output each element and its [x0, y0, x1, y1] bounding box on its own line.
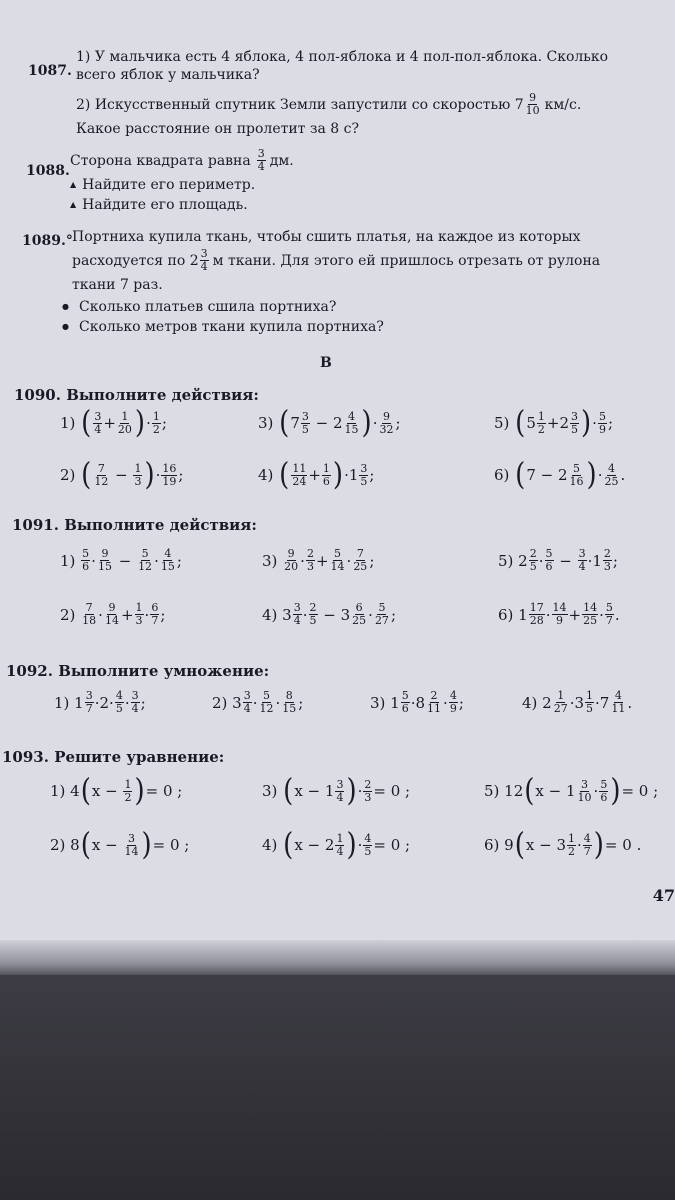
problem-1090-item-6: 6) ( 7 − 2 $\frac{5}{16}$ ) · $\frac{4}{25}$ . — [494, 457, 626, 493]
problem-1087-line-1: 1) У мальчика есть 4 яблока, 4 пол-яблока и 4 пол-пол-яблока. Сколько — [76, 49, 609, 65]
problem-1090-item-5: 5) ( 5 $\frac{1}{2}$ +2 $\frac{3}{5}$ ) · $\frac{5}{9}$ ; — [494, 405, 613, 441]
problem-1088-line-1 — [70, 148, 297, 173]
problem-1089-question-1: ● Сколько платьев сшила портниха? — [62, 298, 336, 316]
problem-1093-item-6: 6) 9 ( x − 3 $\frac{1}{2}$ · $\frac{4}{7}$ ) = 0 . — [484, 827, 642, 863]
problem-1089-line-1: Портниха купила ткань, чтобы сшить платья, на каждое из которых — [72, 229, 581, 245]
problem-1093-instruction: Решите уравнение: — [54, 748, 225, 766]
problem-1090-instruction: Выполните действия: — [66, 386, 259, 404]
problem-1093-item-1: 1) 4 ( x − $\frac{1}{2}$ ) = 0 ; — [50, 773, 183, 809]
problem-1092-item-3: 3) 1 $\frac{5}{6}$ ·8 $\frac{2}{11}$ · $\frac{4}{9}$ ; — [370, 689, 464, 715]
problem-1087-line-2: всего яблок у мальчика? — [76, 67, 260, 83]
problem-1091-title — [12, 516, 257, 534]
problem-1093-item-2: 2) 8 ( x − $\frac{3}{14}$ ) = 0 ; — [50, 827, 190, 863]
problem-1087-line-3 — [76, 92, 584, 117]
problem-1087-line-4: Какое расстояние он пролетит за 8 с? — [76, 121, 360, 137]
problem-1089-line-2 — [72, 248, 603, 273]
problem-1090-number: 1090. — [14, 386, 61, 404]
problem-1091-item-5: 5) 2 $\frac{2}{5}$ · $\frac{5}{6}$ − $\frac{3}{4}$ ·1 $\frac{2}{3}$ ; — [498, 547, 618, 573]
fraction: $\frac{3}{4}$ — [257, 147, 265, 173]
fraction: $\frac{9}{10}$ — [525, 91, 540, 117]
page-number: 47 — [652, 886, 675, 905]
problem-1088-number: 1088. — [26, 163, 70, 179]
problem-1091-item-2: 2) $\frac{7}{18}$ · $\frac{9}{14}$ + $\frac{1}{3}$ · $\frac{6}{7}$ ; — [60, 601, 166, 627]
problem-1088-text: Сторона квадрата равна — [70, 152, 251, 169]
problem-1088-unit: дм. — [269, 152, 294, 169]
desk-background — [0, 975, 675, 1200]
problem-1093-number: 1093. — [2, 748, 49, 766]
section-letter: В — [320, 355, 332, 371]
problem-1090-item-1: 1) ( $\frac{3}{4}$ + $\frac{1}{20}$ ) · $\frac{1}{2}$ ; — [60, 405, 167, 441]
problem-1091-item-4: 4) 3 $\frac{3}{4}$ · $\frac{2}{5}$ − 3 $\frac{6}{25}$ · $\frac{5}{27}$ ; — [262, 601, 396, 627]
problem-1091-item-6: 6) 1 $\frac{17}{28}$ · $\frac{14}{9}$ + $\frac{14}{25}$ · $\frac{5}{7}$ . — [498, 601, 620, 627]
problem-1088-task-1: ▲ Найдите его периметр. — [70, 176, 255, 194]
problem-1089-line-3: ткани 7 раз. — [72, 277, 163, 293]
problem-1092-number: 1092. — [6, 662, 53, 680]
problem-1092-item-4: 4) 2 $\frac{1}{27}$ ·3 $\frac{1}{5}$ ·7 $\frac{4}{11}$ . — [522, 689, 633, 715]
problem-1087-unit: км/с. — [544, 96, 582, 113]
problem-1093-item-5: 5) 12 ( x − 1 $\frac{3}{10}$ · $\frac{5}{6}$ ) = 0 ; — [484, 773, 659, 809]
problem-1091-item-3: 3) $\frac{9}{20}$ · $\frac{2}{3}$ + $\frac{5}{14}$ · $\frac{7}{25}$ ; — [262, 547, 375, 573]
problem-1091-instruction: Выполните действия: — [64, 516, 257, 534]
page-edge — [0, 940, 675, 980]
problem-1090-title — [14, 386, 259, 404]
problem-1093-item-4: 4) ( x − 2 $\frac{1}{4}$ ) · $\frac{4}{5}$ = 0 ; — [262, 827, 411, 863]
problem-1089-text-2: м ткани. Для этого ей пришлось отрезать от рулона — [212, 252, 601, 269]
problem-1087-number: 1087. — [28, 63, 72, 79]
problem-1091-number: 1091. — [12, 516, 59, 534]
problem-1092-item-2: 2) 3 $\frac{3}{4}$ · $\frac{5}{12}$ · $\frac{8}{15}$ ; — [212, 689, 304, 715]
problem-1091-item-1: 1) $\frac{5}{6}$ · $\frac{9}{15}$ − $\frac{5}{12}$ · $\frac{4}{15}$ ; — [60, 547, 182, 573]
problem-1093-item-3: 3) ( x − 1 $\frac{3}{4}$ ) · $\frac{2}{3}$ = 0 ; — [262, 773, 411, 809]
problem-1087-speed-text: 2) Искусственный спутник Земли запустили со скоростью 7 — [76, 96, 524, 113]
problem-1090-item-3: 3) ( 7 $\frac{3}{5}$ − 2 $\frac{4}{15}$ ) · $\frac{9}{32}$ ; — [258, 405, 401, 441]
problem-1090-item-4: 4) ( $\frac{11}{24}$ + $\frac{1}{6}$ ) ·1 $\frac{3}{5}$ ; — [258, 457, 375, 493]
problem-1089-text: расходуется по 2 — [72, 252, 199, 269]
problem-1092-instruction: Выполните умножение: — [58, 662, 270, 680]
problem-1092-item-1: 1) 1 $\frac{3}{7}$ ·2· $\frac{4}{5}$ · $\frac{3}{4}$ ; — [54, 689, 146, 715]
problem-1090-item-2: 2) ( $\frac{7}{12}$ − $\frac{1}{3}$ ) · $\frac{16}{19}$ ; — [60, 457, 184, 493]
problem-1089-number: 1089.° — [22, 233, 73, 249]
problem-1089-question-2: ● Сколько метров ткани купила портниха? — [62, 318, 384, 336]
problem-1092-title — [6, 662, 269, 680]
problem-1088-task-2: ▲ Найдите его площадь. — [70, 196, 248, 214]
problem-1093-title — [2, 748, 224, 766]
fraction: $\frac{3}{4}$ — [200, 247, 208, 273]
